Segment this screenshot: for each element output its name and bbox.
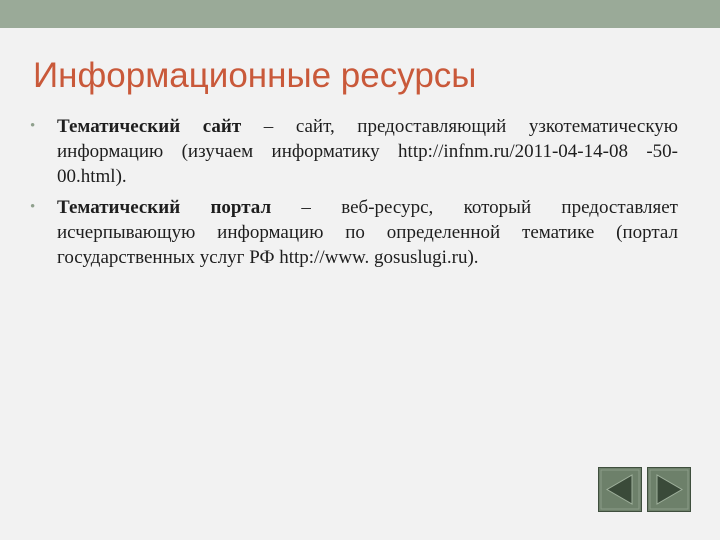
triangle-right-icon [648, 468, 690, 511]
bullet-item [30, 114, 678, 189]
next-slide-button[interactable] [647, 467, 691, 512]
bullet-text: – веб-ресурс, который предоставляет исчерпывающую информацию по определенной тематике (портал государственных услуг РФ http://www. gosuslugi.ru). [57, 197, 678, 268]
triangle-left-icon [599, 468, 641, 511]
bullet-item [30, 195, 678, 270]
bullet-mark: • [30, 199, 36, 215]
bullet-text: – сайт, предоставляющий узкотематическую информацию (изучаем информатику http://infnm.ru/2011-04-14-08 -50-00.html). [57, 116, 678, 187]
top-bar [0, 0, 720, 28]
bullet-term: Тематический сайт [57, 116, 242, 137]
bullet-term: Тематический портал [57, 197, 272, 218]
bullet-mark: • [30, 118, 36, 134]
previous-slide-button[interactable] [598, 467, 642, 512]
slide-title: Информационные ресурсы [33, 56, 477, 95]
bullet-list [30, 114, 678, 276]
